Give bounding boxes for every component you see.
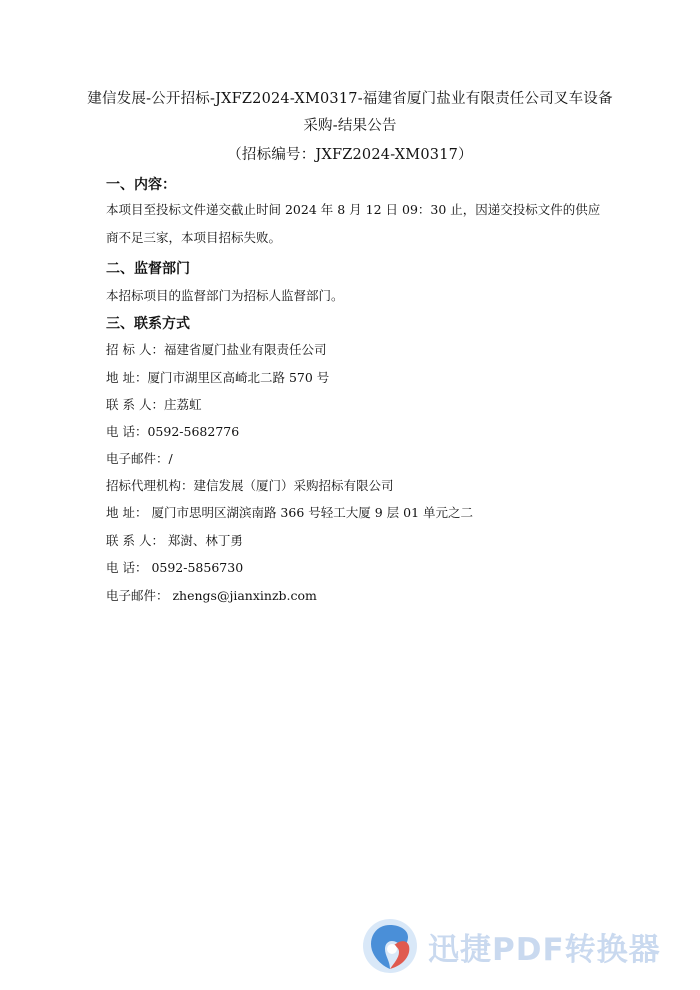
content-heading: 一、内容： [106,177,176,193]
agency-phone-line: 电 话： 0592-5856730 [106,560,244,575]
tenderer-address-line: 地 址：厦门市湖里区高崎北二路 570 号 [106,370,330,385]
supervision-paragraph: 本招标项目的监督部门为招标人监督部门。 [106,288,344,303]
tender-number: （招标编号：JXFZ2024-XM0317） [227,147,473,163]
tenderer-contact-line: 联 系 人：庄荔虹 [106,397,202,412]
supervision-heading: 二、监督部门 [106,261,190,277]
pdf-converter-logo-icon [360,916,420,976]
document-title-line-1: 建信发展-公开招标-JXFZ2024-XM0317-福建省厦门盐业有限责任公司叉车设备 [87,91,613,107]
content-paragraph: 本项目至投标文件递交截止时间 2024 年 8 月 12 日 09：30 止，因递交投标文件的供应商不足三家，本项目招标失败。 [106,202,601,245]
document-title-line-2: 采购-结果公告 [303,118,397,134]
watermark-text: 迅捷PDF转换器 [428,931,661,968]
contact-heading: 三、联系方式 [106,316,190,332]
watermark [360,916,661,976]
agency-address-line: 地 址： 厦门市思明区湖滨南路 366 号轻工大厦 9 层 01 单元之二 [106,505,474,520]
agency-email-line: 电子邮件： zhengs@jianxinzb.com [106,588,317,603]
tenderer-phone-line: 电 话：0592-5682776 [106,424,240,439]
agency-contact-line: 联 系 人： 郑澍、林丁勇 [106,533,243,548]
tenderer-email-line: 电子邮件：/ [106,451,173,466]
tenderer-line: 招 标 人：福建省厦门盐业有限责任公司 [106,342,327,357]
agency-line: 招标代理机构：建信发展（厦门）采购招标有限公司 [106,478,394,493]
